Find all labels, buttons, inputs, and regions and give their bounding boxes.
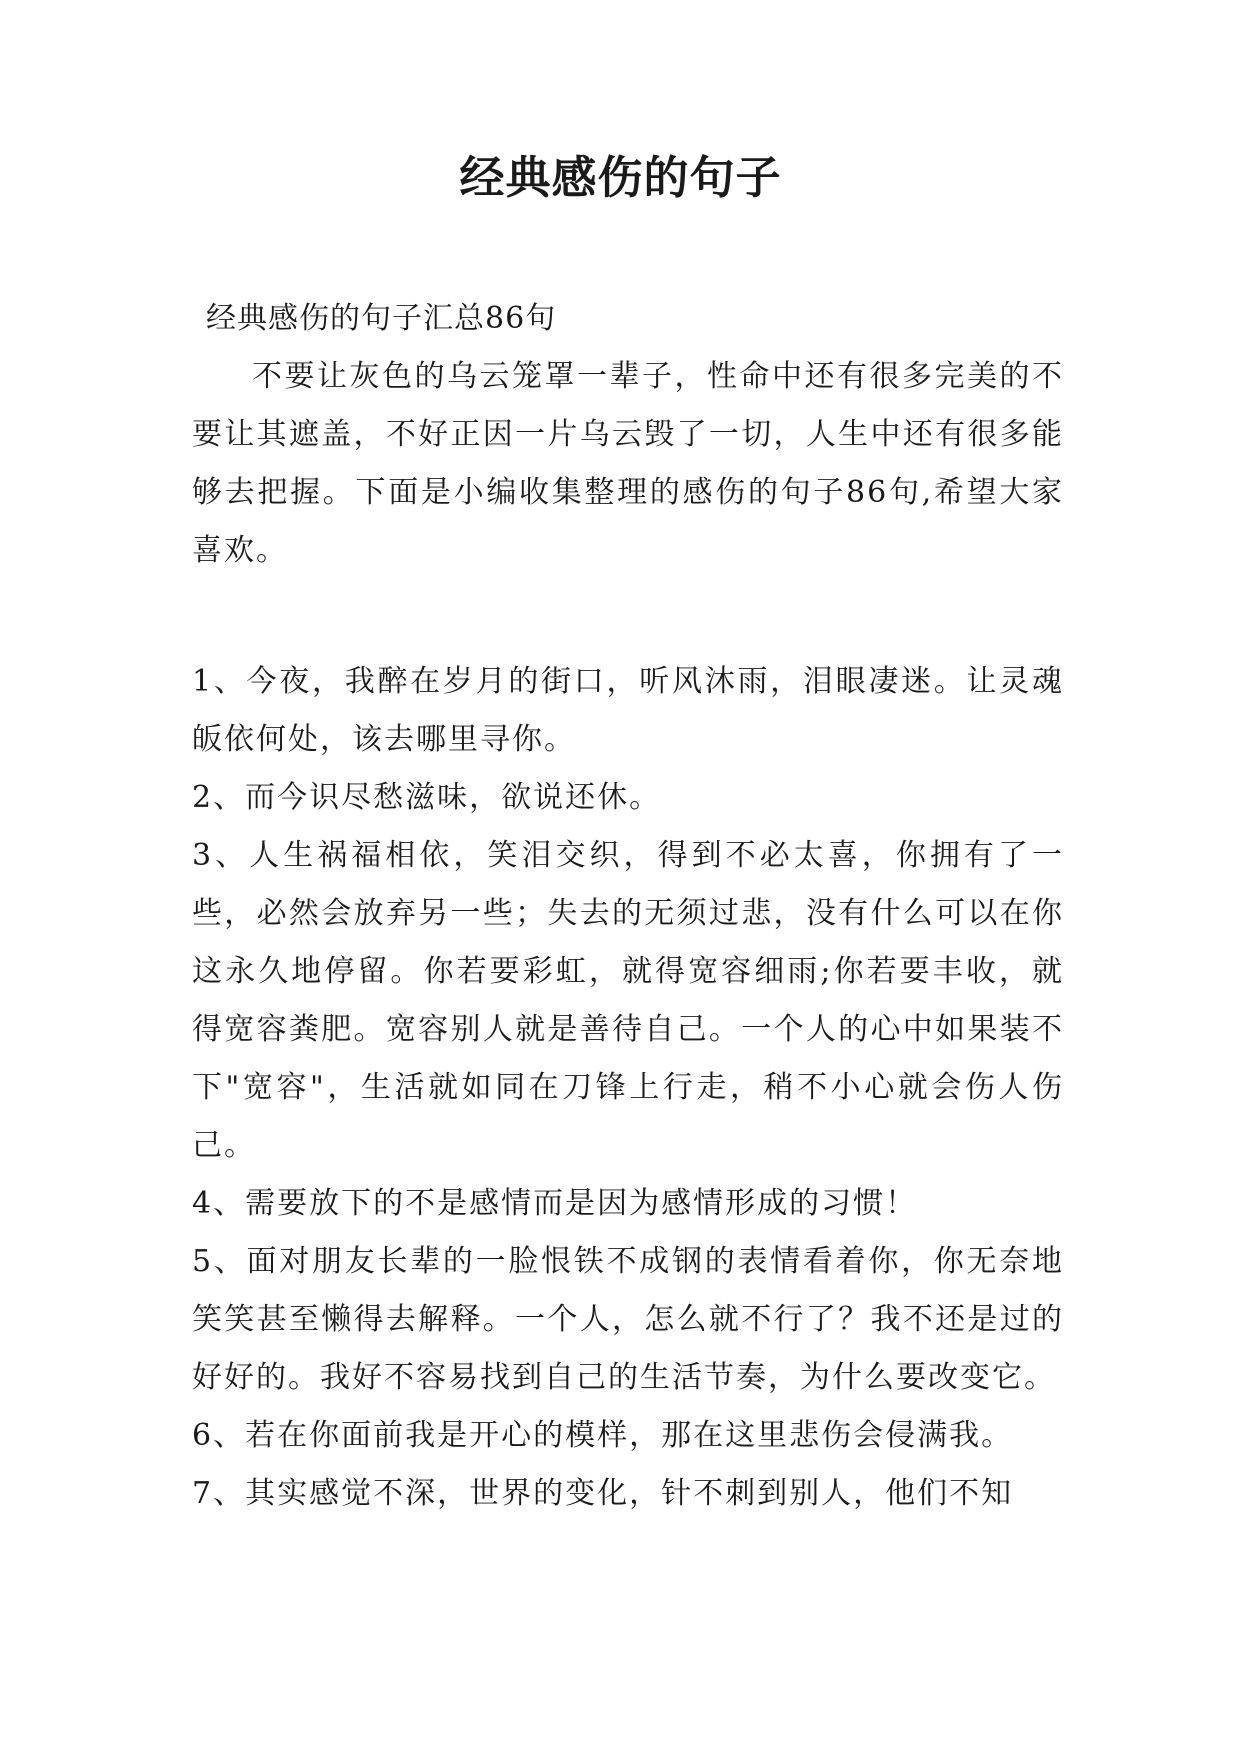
list-item: 1、今夜，我醉在岁月的街口，听风沐雨，泪眼凄迷。让灵魂皈依何处，该去哪里寻你。 — [192, 664, 1064, 757]
document-title: 经典感伤的句子 — [459, 151, 782, 204]
list-item: 2、而今识尽愁滋味，欲说还休。 — [192, 780, 662, 815]
list-item: 3、人生祸福相依，笑泪交织，得到不必太喜，你拥有了一些，必然会放弃另一些；失去的无须过悲，没有什么可以在你这永久地停留。你若要彩虹，就得宽容细雨;你若要丰收，就得宽容粪肥。宽容别人就是善待自己。一个人的心中如果装不下"宽容"，生活就如同在刀锋上行走，稍不小心就会伤人伤己。 — [192, 838, 1064, 1163]
document-body — [192, 290, 1064, 1523]
list-item: 5、面对朋友长辈的一脸恨铁不成钢的表情看着你，你无奈地笑笑甚至懒得去解释。一个人，怎么就不行了？我不还是过的好好的。我好不容易找到自己的生活节奏，为什么要改变它。 — [192, 1244, 1064, 1395]
paragraph-spacer — [192, 580, 1064, 653]
document-subtitle: 经典感伤的句子汇总86句 — [206, 301, 557, 336]
list-item: 6、若在你面前我是开心的模样，那在这里悲伤会侵满我。 — [192, 1418, 1014, 1453]
intro-paragraph: 不要让灰色的乌云笼罩一辈子，性命中还有很多完美的不要让其遮盖，不好正因一片乌云毁了一切，人生中还有很多能够去把握。下面是小编收集整理的感伤的句子86句,希望大家喜欢。 — [192, 359, 1064, 568]
list-item: 4、需要放下的不是感情而是因为感情形成的习惯！ — [192, 1186, 918, 1221]
list-item: 7、其实感觉不深，世界的变化，针不刺到别人，他们不知 — [192, 1476, 1014, 1511]
